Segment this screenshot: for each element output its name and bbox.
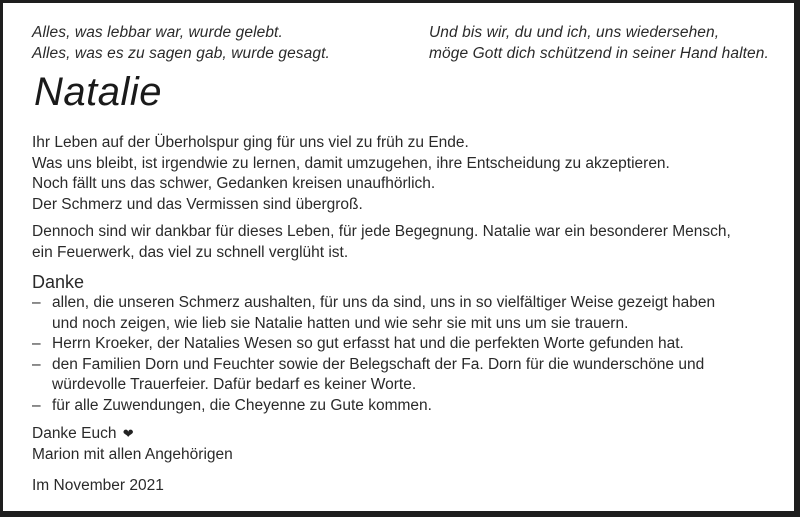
- thanks-item: [32, 334, 715, 355]
- paragraph-1: [32, 133, 670, 215]
- paragraph-line: Ihr Leben auf der Überholspur ging für uns viel zu früh zu Ende.: [32, 134, 469, 151]
- heart-icon: ❤: [122, 426, 134, 441]
- paragraph-line: Noch fällt uns das schwer, Gedanken kreisen unaufhörlich.: [32, 175, 436, 192]
- signoff-thanks: Danke Euch: [32, 425, 117, 442]
- thanks-item: [32, 293, 715, 334]
- dash-bullet: –: [32, 355, 41, 373]
- verse-line: Alles, was es zu sagen gab, wurde gesagt.: [32, 45, 330, 62]
- thanks-list: [32, 293, 715, 416]
- dash-bullet: –: [32, 294, 41, 311]
- thanks-item-line: Herrn Kroeker, der Natalies Wesen so gut erfasst hat und die perfekten Worte gefunden hat.: [52, 335, 684, 352]
- date-line: Im November 2021: [32, 477, 164, 494]
- paragraph-line: Dennoch sind wir dankbar für dieses Leben, für jede Begegnung. Natalie war ein besonderer Mensch,: [32, 223, 731, 240]
- dash-bullet: –: [32, 396, 41, 414]
- deceased-name: Natalie: [34, 70, 163, 114]
- paragraph-line: Was uns bleibt, ist irgendwie zu lernen, damit umzugehen, ihre Entscheidung zu akzeptieren.: [32, 154, 670, 172]
- signoff-line-1: [32, 424, 233, 445]
- thanks-item-line: würdevolle Trauerfeier. Dafür bedarf es keiner Worte.: [52, 376, 417, 393]
- thanks-item-line: und noch zeigen, wie lieb sie Natalie hatten und wie sehr sie mit uns um sie trauern.: [52, 314, 629, 332]
- verse-line: Und bis wir, du und ich, uns wiedersehen,: [429, 24, 720, 41]
- thanks-item: [32, 396, 715, 417]
- verse-left: [32, 22, 330, 64]
- verse-line: möge Gott dich schützend in seiner Hand halten.: [429, 45, 769, 62]
- thanks-item: [32, 355, 715, 396]
- paragraph-2: [32, 222, 731, 263]
- signoff-line-2: Marion mit allen Angehörigen: [32, 445, 233, 463]
- thanks-item-line: allen, die unseren Schmerz aushalten, für uns da sind, uns in so vielfältiger Weise gezeigt haben: [52, 294, 716, 311]
- signoff: [32, 424, 233, 465]
- paragraph-line: Der Schmerz und das Vermissen sind übergroß.: [32, 195, 363, 213]
- thanks-heading: Danke: [32, 272, 85, 292]
- verse-right: [429, 22, 769, 64]
- obituary-notice: [3, 3, 794, 511]
- verse-line: Alles, was lebbar war, wurde gelebt.: [32, 24, 283, 41]
- paragraph-line: ein Feuerwerk, das viel zu schnell verglüht ist.: [32, 243, 349, 261]
- thanks-item-line: den Familien Dorn und Feuchter sowie der Belegschaft der Fa. Dorn für die wunderschöne und: [52, 355, 705, 373]
- thanks-item-line: für alle Zuwendungen, die Cheyenne zu Gute kommen.: [52, 396, 432, 414]
- dash-bullet: –: [32, 335, 41, 352]
